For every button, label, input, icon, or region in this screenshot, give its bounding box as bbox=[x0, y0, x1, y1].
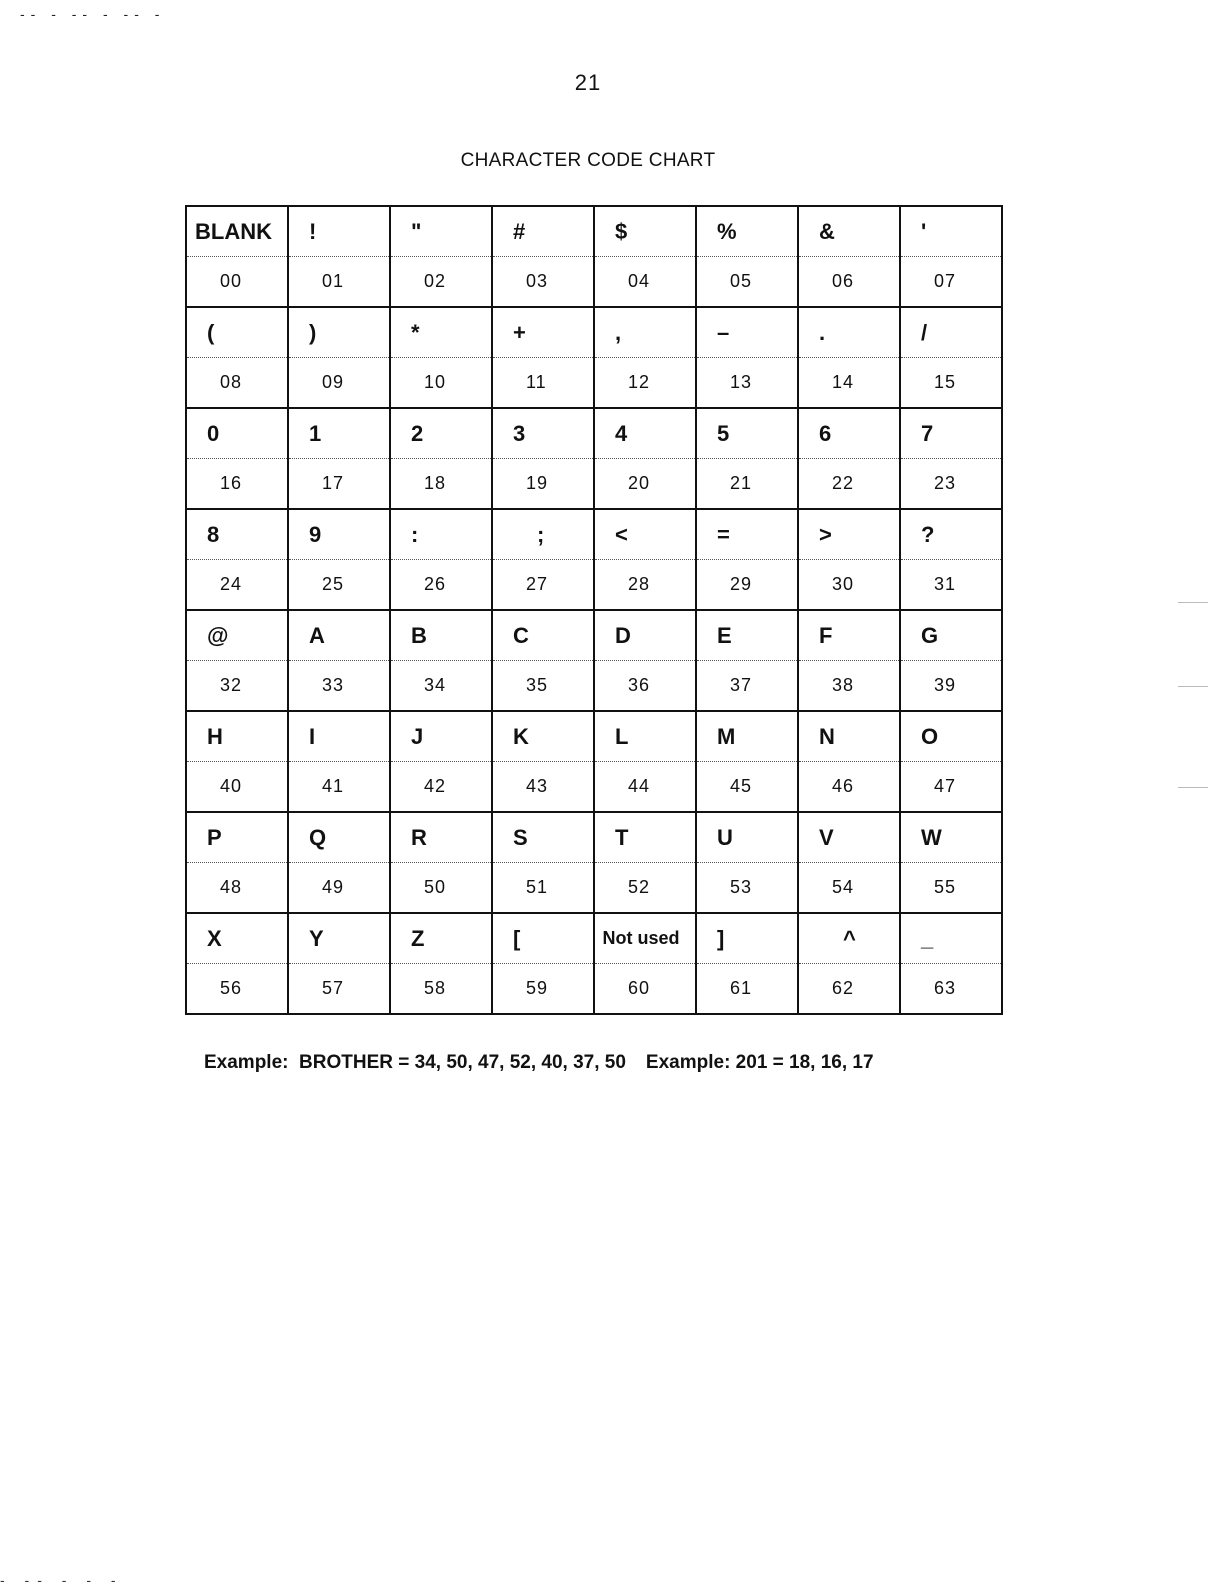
character-cell: _ bbox=[900, 913, 1002, 964]
character-cell: 9 bbox=[288, 509, 390, 560]
code-row bbox=[186, 459, 1002, 510]
code-cell: 35 bbox=[492, 661, 594, 712]
code-cell: 36 bbox=[594, 661, 696, 712]
code-cell: 45 bbox=[696, 762, 798, 813]
code-cell: 27 bbox=[492, 560, 594, 611]
character-cell: X bbox=[186, 913, 288, 964]
character-cell: F bbox=[798, 610, 900, 661]
character-cell: @ bbox=[186, 610, 288, 661]
code-cell: 14 bbox=[798, 358, 900, 409]
code-cell: 06 bbox=[798, 257, 900, 308]
character-cell: < bbox=[594, 509, 696, 560]
code-cell: 12 bbox=[594, 358, 696, 409]
character-cell: 0 bbox=[186, 408, 288, 459]
character-cell: U bbox=[696, 812, 798, 863]
code-cell: 63 bbox=[900, 964, 1002, 1015]
code-cell: 25 bbox=[288, 560, 390, 611]
code-cell: 18 bbox=[390, 459, 492, 510]
code-cell: 59 bbox=[492, 964, 594, 1015]
code-cell: 48 bbox=[186, 863, 288, 914]
character-cell: C bbox=[492, 610, 594, 661]
character-cell: Y bbox=[288, 913, 390, 964]
character-cell: ^ bbox=[798, 913, 900, 964]
character-row bbox=[186, 509, 1002, 560]
code-row bbox=[186, 257, 1002, 308]
character-cell: # bbox=[492, 206, 594, 257]
character-cell: P bbox=[186, 812, 288, 863]
character-cell: 4 bbox=[594, 408, 696, 459]
character-cell: > bbox=[798, 509, 900, 560]
code-cell: 11 bbox=[492, 358, 594, 409]
code-row bbox=[186, 560, 1002, 611]
code-cell: 17 bbox=[288, 459, 390, 510]
scan-line-mark bbox=[1178, 787, 1208, 788]
character-cell: T bbox=[594, 812, 696, 863]
character-cell: [ bbox=[492, 913, 594, 964]
character-cell: M bbox=[696, 711, 798, 762]
character-cell: : bbox=[390, 509, 492, 560]
code-cell: 44 bbox=[594, 762, 696, 813]
code-cell: 62 bbox=[798, 964, 900, 1015]
character-code-table bbox=[185, 205, 1003, 1015]
character-cell: – bbox=[696, 307, 798, 358]
character-cell: + bbox=[492, 307, 594, 358]
character-cell: N bbox=[798, 711, 900, 762]
character-cell: J bbox=[390, 711, 492, 762]
scan-artifact-bottom: - -- - - - bbox=[0, 1572, 124, 1588]
code-cell: 46 bbox=[798, 762, 900, 813]
character-cell: O bbox=[900, 711, 1002, 762]
code-cell: 38 bbox=[798, 661, 900, 712]
code-cell: 23 bbox=[900, 459, 1002, 510]
code-cell: 04 bbox=[594, 257, 696, 308]
scan-line-mark bbox=[1178, 686, 1208, 687]
code-row bbox=[186, 863, 1002, 914]
code-cell: 02 bbox=[390, 257, 492, 308]
code-cell: 03 bbox=[492, 257, 594, 308]
code-cell: 33 bbox=[288, 661, 390, 712]
code-cell: 40 bbox=[186, 762, 288, 813]
code-cell: 13 bbox=[696, 358, 798, 409]
character-cell: ( bbox=[186, 307, 288, 358]
character-cell: B bbox=[390, 610, 492, 661]
code-row bbox=[186, 964, 1002, 1015]
code-cell: 20 bbox=[594, 459, 696, 510]
character-cell: 1 bbox=[288, 408, 390, 459]
character-cell: . bbox=[798, 307, 900, 358]
code-cell: 30 bbox=[798, 560, 900, 611]
code-cell: 16 bbox=[186, 459, 288, 510]
code-cell: 41 bbox=[288, 762, 390, 813]
character-row bbox=[186, 307, 1002, 358]
code-cell: 60 bbox=[594, 964, 696, 1015]
code-cell: 10 bbox=[390, 358, 492, 409]
code-cell: 58 bbox=[390, 964, 492, 1015]
code-row bbox=[186, 661, 1002, 712]
code-cell: 37 bbox=[696, 661, 798, 712]
code-cell: 28 bbox=[594, 560, 696, 611]
character-cell: & bbox=[798, 206, 900, 257]
character-cell: ? bbox=[900, 509, 1002, 560]
code-cell: 47 bbox=[900, 762, 1002, 813]
character-row bbox=[186, 610, 1002, 661]
character-cell: 7 bbox=[900, 408, 1002, 459]
code-cell: 53 bbox=[696, 863, 798, 914]
code-cell: 09 bbox=[288, 358, 390, 409]
code-cell: 52 bbox=[594, 863, 696, 914]
character-cell: K bbox=[492, 711, 594, 762]
character-cell: L bbox=[594, 711, 696, 762]
scan-artifact-top: -- - -- - -- - bbox=[20, 6, 166, 22]
code-cell: 54 bbox=[798, 863, 900, 914]
character-cell: I bbox=[288, 711, 390, 762]
code-cell: 39 bbox=[900, 661, 1002, 712]
code-cell: 19 bbox=[492, 459, 594, 510]
character-cell: 8 bbox=[186, 509, 288, 560]
character-cell: Q bbox=[288, 812, 390, 863]
character-cell: ; bbox=[492, 509, 594, 560]
code-cell: 07 bbox=[900, 257, 1002, 308]
character-cell: H bbox=[186, 711, 288, 762]
character-cell: 5 bbox=[696, 408, 798, 459]
character-row bbox=[186, 206, 1002, 257]
character-cell: ) bbox=[288, 307, 390, 358]
code-cell: 56 bbox=[186, 964, 288, 1015]
code-cell: 24 bbox=[186, 560, 288, 611]
code-cell: 32 bbox=[186, 661, 288, 712]
code-cell: 21 bbox=[696, 459, 798, 510]
character-row bbox=[186, 812, 1002, 863]
code-cell: 55 bbox=[900, 863, 1002, 914]
character-row bbox=[186, 408, 1002, 459]
character-cell: Z bbox=[390, 913, 492, 964]
code-cell: 22 bbox=[798, 459, 900, 510]
code-cell: 43 bbox=[492, 762, 594, 813]
examples-line bbox=[204, 1052, 874, 1074]
code-cell: 08 bbox=[186, 358, 288, 409]
page-number: 21 bbox=[574, 70, 602, 95]
character-cell: 3 bbox=[492, 408, 594, 459]
character-cell: D bbox=[594, 610, 696, 661]
character-cell: ! bbox=[288, 206, 390, 257]
character-cell: ' bbox=[900, 206, 1002, 257]
character-cell: / bbox=[900, 307, 1002, 358]
code-row bbox=[186, 358, 1002, 409]
character-cell: 6 bbox=[798, 408, 900, 459]
code-cell: 15 bbox=[900, 358, 1002, 409]
code-cell: 05 bbox=[696, 257, 798, 308]
character-cell: = bbox=[696, 509, 798, 560]
character-cell: % bbox=[696, 206, 798, 257]
character-cell: 2 bbox=[390, 408, 492, 459]
character-cell: S bbox=[492, 812, 594, 863]
character-cell: V bbox=[798, 812, 900, 863]
example-201: Example: 201 = 18, 16, 17 bbox=[645, 1052, 874, 1073]
character-cell: " bbox=[390, 206, 492, 257]
character-cell: W bbox=[900, 812, 1002, 863]
code-cell: 49 bbox=[288, 863, 390, 914]
character-cell: , bbox=[594, 307, 696, 358]
character-cell: Not used bbox=[594, 913, 696, 964]
character-cell: ] bbox=[696, 913, 798, 964]
chart-title: CHARACTER CODE CHART bbox=[460, 150, 716, 171]
character-cell: E bbox=[696, 610, 798, 661]
character-cell: $ bbox=[594, 206, 696, 257]
character-cell: R bbox=[390, 812, 492, 863]
character-cell: * bbox=[390, 307, 492, 358]
character-cell: G bbox=[900, 610, 1002, 661]
scan-line-mark bbox=[1178, 602, 1208, 603]
code-cell: 01 bbox=[288, 257, 390, 308]
example-brother: Example: BROTHER = 34, 50, 47, 52, 40, 37, 50 bbox=[204, 1052, 626, 1073]
code-cell: 34 bbox=[390, 661, 492, 712]
character-cell: A bbox=[288, 610, 390, 661]
code-cell: 42 bbox=[390, 762, 492, 813]
character-cell: BLANK bbox=[186, 206, 288, 257]
code-cell: 51 bbox=[492, 863, 594, 914]
character-row bbox=[186, 711, 1002, 762]
code-cell: 00 bbox=[186, 257, 288, 308]
code-row bbox=[186, 762, 1002, 813]
code-cell: 26 bbox=[390, 560, 492, 611]
code-cell: 61 bbox=[696, 964, 798, 1015]
code-cell: 57 bbox=[288, 964, 390, 1015]
character-row bbox=[186, 913, 1002, 964]
code-cell: 50 bbox=[390, 863, 492, 914]
code-cell: 29 bbox=[696, 560, 798, 611]
code-cell: 31 bbox=[900, 560, 1002, 611]
